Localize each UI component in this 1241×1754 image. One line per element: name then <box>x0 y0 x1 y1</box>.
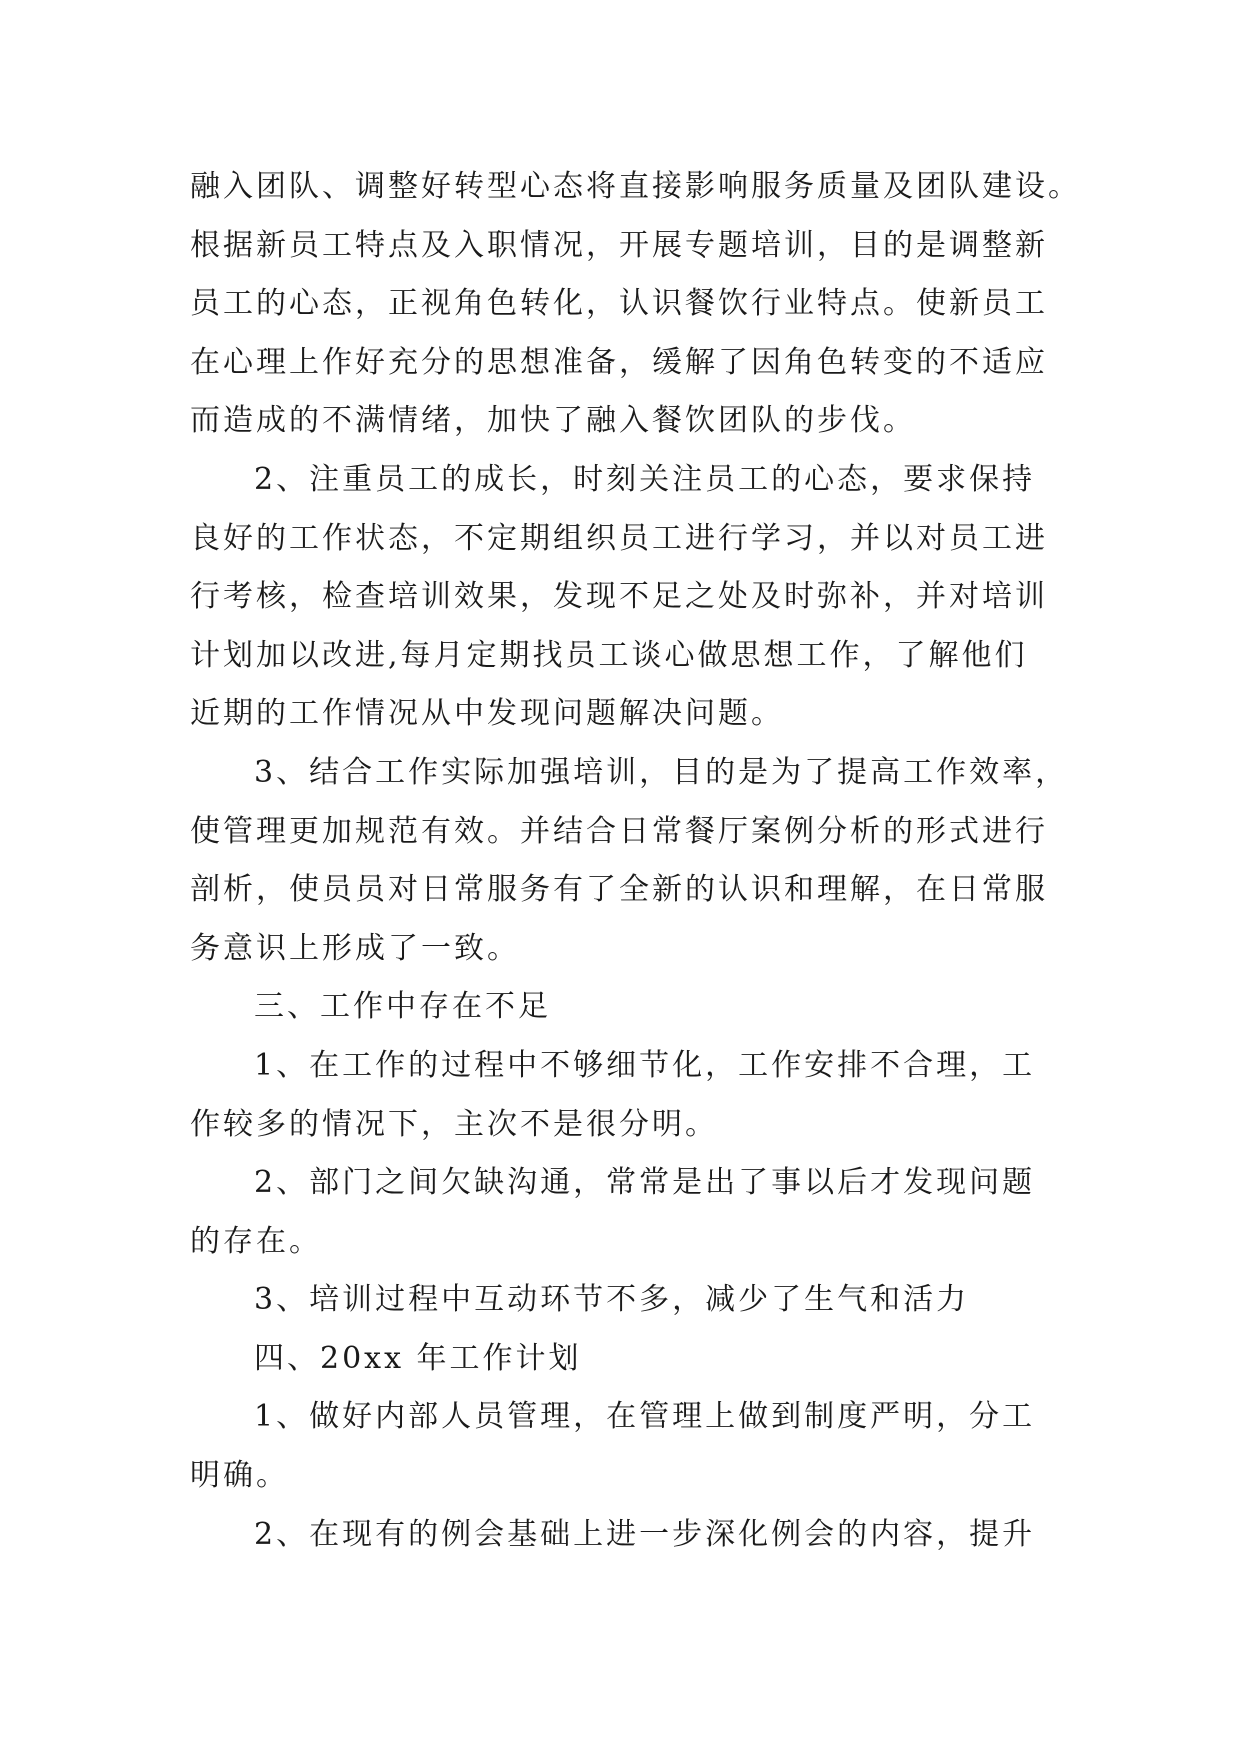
text-line: 剖析，使员员对日常服务有了全新的认识和理解，在日常服 <box>190 872 1048 908</box>
text-line: 作较多的情况下，主次不是很分明。 <box>190 1106 718 1142</box>
text-line: 务意识上形成了一致。 <box>190 930 520 966</box>
text-line: 使管理更加规范有效。并结合日常餐厅案例分析的形式进行 <box>190 813 1048 849</box>
text-line: 三、工作中存在不足 <box>254 989 551 1025</box>
text-line: 1、做好内部人员管理，在管理上做到制度严明，分工 <box>254 1399 1036 1435</box>
text-line: 3、培训过程中互动环节不多，减少了生气和活力 <box>254 1282 970 1318</box>
text-line: 3、结合工作实际加强培训，目的是为了提高工作效率， <box>254 754 1069 790</box>
text-line: 2、部门之间欠缺沟通，常常是出了事以后才发现问题 <box>254 1165 1036 1201</box>
text-line: 四、20xx 年工作计划 <box>254 1340 582 1376</box>
text-line: 近期的工作情况从中发现问题解决问题。 <box>190 696 784 732</box>
text-line: 2、在现有的例会基础上进一步深化例会的内容，提升 <box>254 1516 1036 1552</box>
text-line: 而造成的不满情绪，加快了融入餐饮团队的步伐。 <box>190 403 916 439</box>
document-body <box>190 158 1090 1564</box>
text-line: 融入团队、调整好转型心态将直接影响服务质量及团队建设。 <box>190 169 1081 204</box>
text-line: 的存在。 <box>190 1223 322 1259</box>
text-line: 行考核，检查培训效果，发现不足之处及时弥补，并对培训 <box>190 579 1048 615</box>
text-line: 在心理上作好充分的思想准备，缓解了因角色转变的不适应 <box>190 344 1048 380</box>
text-line: 根据新员工特点及入职情况，开展专题培训，目的是调整新 <box>190 227 1048 263</box>
text-line: 明确。 <box>190 1458 289 1494</box>
text-line: 2、注重员工的成长，时刻关注员工的心态，要求保持 <box>254 461 1036 497</box>
text-line: 计划加以改进,每月定期找员工谈心做思想工作，了解他们 <box>190 637 1028 673</box>
text-line: 员工的心态，正视角色转化，认识餐饮行业特点。使新员工 <box>190 286 1048 322</box>
text-line: 良好的工作状态，不定期组织员工进行学习，并以对员工进 <box>190 520 1048 556</box>
text-line: 1、在工作的过程中不够细节化，工作安排不合理，工 <box>254 1047 1036 1083</box>
